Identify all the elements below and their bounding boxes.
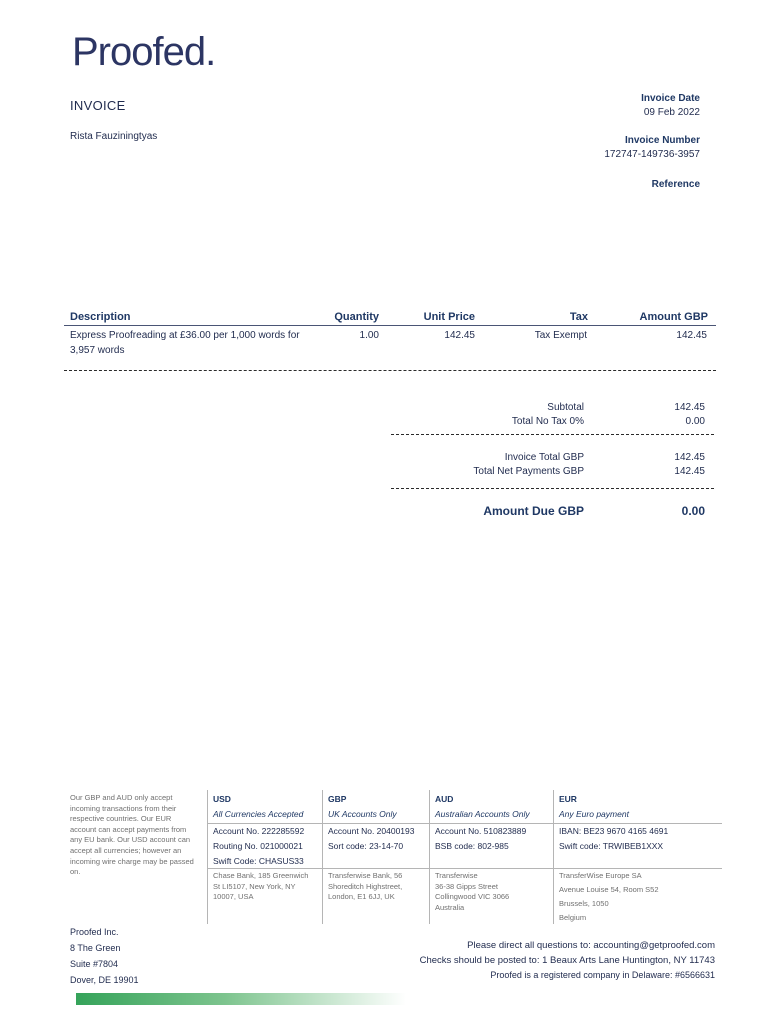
bank-line: BSB code: 802-985 (435, 841, 509, 851)
address-line: 8 The Green (70, 943, 121, 953)
bank-line: Routing No. 021000021 (213, 841, 303, 851)
bank-account-lines (435, 824, 526, 854)
bank-address (213, 871, 308, 903)
invoice-date-value: 09 Feb 2022 (643, 107, 700, 118)
bank-account-lines (559, 824, 668, 854)
tax-total-value: 0.00 (685, 416, 705, 427)
subtotal-divider (391, 434, 714, 435)
reference-block (652, 178, 700, 192)
bank-currency: USD (213, 794, 231, 804)
bank-aud (435, 794, 553, 924)
bank-line: Account No. 510823889 (435, 826, 527, 836)
bank-divider-1 (207, 790, 208, 924)
bank-subtitle: Australian Accounts Only (435, 809, 530, 819)
address-line: Transferwise Bank, 56 (328, 871, 403, 880)
subtotal-label: Subtotal (547, 402, 584, 413)
questions-line: Please direct all questions to: accounting@getproofed.com (467, 940, 715, 951)
address-line: Avenue Louise 54, Room S52 (559, 885, 659, 894)
invoice-number-value: 172747-149736-3957 (604, 149, 700, 160)
invoice-title: INVOICE (70, 98, 126, 113)
bank-address (435, 871, 509, 913)
address-line: London, E1 6JJ, UK (328, 892, 395, 902)
brand-gradient-bar (76, 993, 406, 1005)
col-amount-header: Amount GBP (639, 311, 708, 323)
address-line: Australia (435, 902, 465, 912)
invoice-number-block (604, 134, 700, 162)
reference-label: Reference (651, 179, 700, 190)
subtotal-value: 142.45 (674, 402, 705, 413)
col-unit-price-header: Unit Price (423, 311, 475, 323)
proofed-logo: Proofed. (72, 30, 216, 74)
address-line: St LI5107, New York, NY (213, 881, 296, 891)
address-line: Belgium (559, 913, 587, 922)
col-quantity-header: Quantity (334, 311, 379, 323)
payment-note: Our GBP and AUD only accept incoming transactions from their respective countries. Our EUR account can accept payments from any EU bank. Our USD account can accept all currencies; however an incoming wire charge may be passed on. (70, 793, 194, 877)
row-description: Express Proofreading at £36.00 per 1,000 words for 3,957 words (70, 330, 300, 356)
col-description-header: Description (70, 311, 131, 323)
bank-subtitle: Any Euro payment (559, 809, 629, 819)
address-line: Shoreditch Highstreet, (328, 881, 403, 891)
bank-line: Account No. 20400193 (328, 826, 415, 836)
net-payments-label: Total Net Payments GBP (473, 466, 584, 477)
amount-due-label: Amount Due GBP (483, 504, 584, 518)
amount-due-value: 0.00 (681, 504, 705, 518)
bank-address (559, 869, 659, 925)
address-line: Brussels, 1050 (559, 899, 609, 908)
bank-divider-4 (553, 790, 554, 924)
bank-subtitle: UK Accounts Only (328, 809, 397, 819)
bank-account-lines (213, 824, 304, 869)
invoice-total-value: 142.45 (674, 452, 705, 463)
tax-total-label: Total No Tax 0% (511, 416, 584, 427)
invoice-date-label: Invoice Date (641, 93, 700, 104)
checks-line: Checks should be posted to: 1 Beaux Arts Lane Huntington, NY 11743 (419, 955, 715, 966)
row-amount: 142.45 (676, 330, 707, 341)
address-line: Proofed Inc. (70, 927, 119, 937)
footer-contact (420, 938, 715, 983)
row-unit-price: 142.45 (444, 330, 475, 341)
address-line: Transferwise (435, 871, 478, 880)
address-line: Collingwood VIC 3066 (435, 892, 510, 902)
bank-line: Swift Code: CHASUS33 (213, 856, 304, 866)
bank-usd (213, 794, 331, 924)
invoice-date-block (641, 92, 700, 120)
bank-currency: EUR (559, 794, 577, 804)
row-quantity: 1.00 (359, 330, 379, 341)
bank-currency: GBP (328, 794, 347, 804)
bank-line: Account No. 222285592 (213, 826, 305, 836)
invoice-number-label: Invoice Number (624, 135, 700, 146)
address-line: Suite #7804 (70, 959, 119, 969)
bank-account-lines (328, 824, 414, 854)
invoice-total-label: Invoice Total GBP (504, 452, 584, 463)
registration-line: Proofed is a registered company in Delaware: #6566631 (490, 970, 715, 980)
bank-line: Sort code: 23-14-70 (328, 841, 404, 851)
bank-line: Swift code: TRWIBEB1XXX (559, 841, 664, 851)
address-line: 10007, USA (213, 892, 254, 902)
net-payments-value: 142.45 (674, 466, 705, 477)
customer-name: Rista Fauziningtyas (70, 131, 158, 142)
col-tax-header: Tax (569, 311, 588, 323)
bank-eur (559, 794, 719, 924)
bank-line: IBAN: BE23 9670 4165 4691 (559, 826, 669, 836)
address-line: Chase Bank, 185 Greenwich (213, 871, 309, 880)
bank-gbp (328, 794, 446, 924)
row-tax: Tax Exempt (534, 330, 587, 341)
address-line: TransferWise Europe SA (559, 871, 642, 880)
table-end-divider (64, 370, 716, 371)
company-address (70, 924, 139, 988)
bank-address (328, 871, 402, 903)
address-line: 36-38 Gipps Street (435, 881, 498, 891)
totals-divider (391, 488, 714, 489)
table-header-rule (64, 325, 716, 326)
address-line: Dover, DE 19901 (70, 975, 139, 985)
bank-currency: AUD (435, 794, 454, 804)
bank-subtitle: All Currencies Accepted (213, 809, 304, 819)
